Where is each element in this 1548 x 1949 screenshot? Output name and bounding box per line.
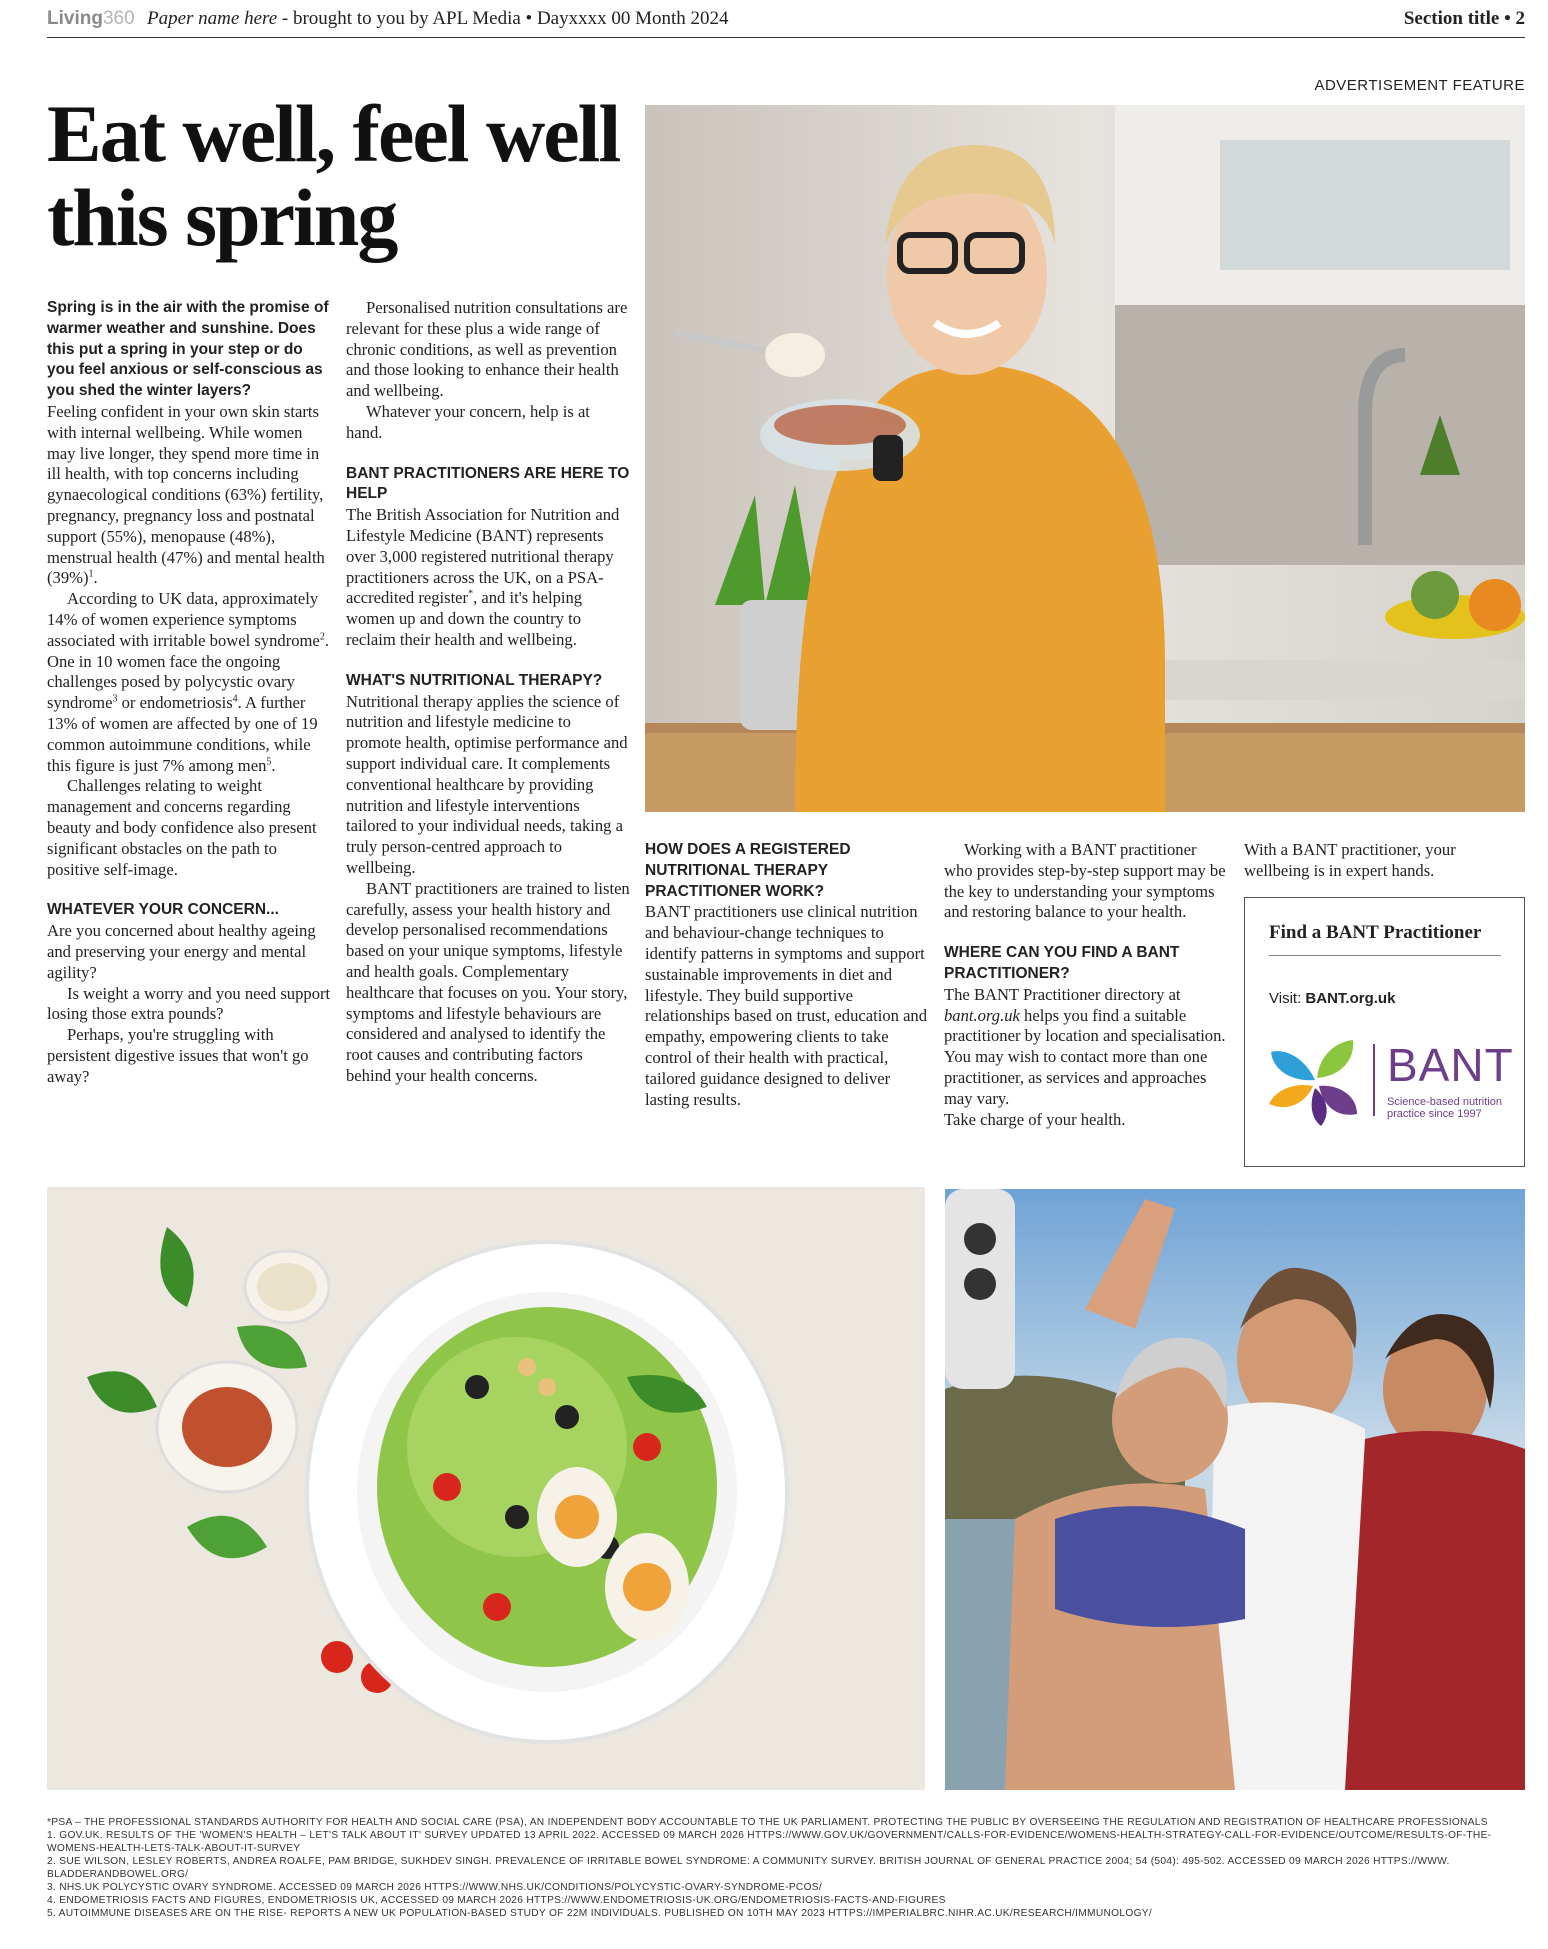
footnote-psa: *PSA – THE PROFESSIONAL STANDARDS AUTHORITY FOR HEALTH AND SOCIAL CARE (PSA), AN INDEPENDENT BODY ACCOUNTABLE TO THE UK PARLIAMENT. PROTECTING THE PUBLIC BY OVERSEEING THE REGULATION AND REGISTRATION OF HEALTHCARE PROFESSIONALS <box>47 1817 1488 1828</box>
logo-word: Living <box>47 8 103 29</box>
bant-logo <box>1265 1038 1514 1128</box>
bant-leaf-mark-icon <box>1265 1038 1365 1128</box>
logo-divider <box>1373 1044 1375 1116</box>
paragraph: Whatever your concern, help is at hand. <box>346 401 590 442</box>
page-header <box>47 6 1525 38</box>
subheading-where-find-practitioner: WHERE CAN YOU FIND A BANT PRACTITIONER? <box>944 944 1180 982</box>
logo-number: 360 <box>102 8 135 29</box>
paragraph: Is weight a worry and you need support losing those extra pounds? <box>47 983 331 1024</box>
standfirst: Spring is in the air with the promise of warmer weather and sunshine. Does this put a spring in your step or do you feel anxious or self-conscious as you shed the winter layers? <box>47 299 329 400</box>
paragraph: Feeling confident in your own skin starts with internal wellbeing. While women may live longer, they spend more time in ill health, with top concerns including gynaecological conditions (63%) fertility, pregnancy, pregnancy loss and postnatal support (55%), menopause (48%), menstrual health (47%) and mental health $(39\%)^1$. <box>47 401 325 588</box>
footnote-4: 4. ENDOMETRIOSIS FACTS AND FIGURES, ENDOMETRIOSIS UK, ACCESSED 09 MARCH 2026 HTTPS://WWW.ENDOMETRIOSIS-UK.ORG/ENDOMETRIOSIS-FACTS-AND-FIGURES <box>47 1895 946 1906</box>
section-title: Section title • 2 <box>1403 8 1525 29</box>
subheading-nutritional-therapy: WHAT'S NUTRITIONAL THERAPY? <box>346 671 603 689</box>
paragraph: Perhaps, you're struggling with persistent digestive issues that won't go away? <box>47 1025 309 1086</box>
box-title: Find a BANT Practitioner <box>1269 922 1501 956</box>
paragraph: Nutritional therapy applies the science of nutrition and lifestyle medicine to promote health, optimise performance and support individual care. It complements conventional healthcare by providing nutrition and lifestyle interventions tailored to your individual needs, taking a truly person-centred approach to wellbeing. <box>346 691 628 877</box>
paragraph: According to UK data, approximately 14% of women experience symptoms associated with irritable bowel syndrome$^2$. One in 10 women face the ongoing challenges posed by polycystic ovary syndrome$^3$ or endometriosis$^4$. A further 13% of women are affected by one of 19 common autoimmune conditions, while this figure is just 7% among men$^5$. <box>47 589 329 775</box>
paragraph: With a BANT practitioner, your wellbeing is in expert hands. <box>1244 840 1456 880</box>
bant-tagline: Science-based nutrition practice since 1997 <box>1387 1096 1502 1120</box>
paragraph: Take charge of your health. <box>944 1109 1126 1129</box>
paragraph: The British Association for Nutrition and Lifestyle Medicine (BANT) represents over 3,000 registered nutritional therapy practitioners across the UK, on a PSA-accredited register*, and it's helping women up and down the country to reclaim their health and wellbeing. <box>346 505 620 649</box>
headline: Eat well, feel well this spring <box>47 88 620 263</box>
paragraph: Are you concerned about healthy ageing and preserving your energy and mental agility? <box>47 921 316 982</box>
subheading-bant-here-to-help: BANT PRACTITIONERS ARE HERE TO HELP <box>346 464 630 503</box>
directory-link[interactable]: bant.org.uk <box>944 1005 1020 1025</box>
salad-illustration <box>47 1187 925 1790</box>
paragraph: The BANT Practitioner directory at bant.org.uk helps you find a suitable practitioner by location and specialisation. You may wish to contact more than one practitioner, as services and approaches may vary. <box>944 984 1226 1108</box>
footnote-5: 5. AUTOIMMUNE DISEASES ARE ON THE RISE- REPORTS A NEW UK POPULATION-BASED STUDY OF 22M INDIVIDUALS. PUBLISHED ON 10TH MAY 2023 HTTPS://IMPERIALBRC.NIHR.AC.UK/RESEARCH/IMMUNOLOGY/ <box>47 1908 1153 1919</box>
byline-text: - brought to you by APL Media • Dayxxxx 00 Month 2024 <box>277 8 729 29</box>
footnotes <box>47 1816 1525 1920</box>
article-column-1 <box>47 298 331 1087</box>
paper-name: Paper name here <box>147 8 278 29</box>
article-column-4 <box>944 840 1228 1130</box>
paragraph: Working with a BANT practitioner who provides step-by-step support may be the key to understanding your symptoms and restoring balance to your health. <box>944 840 1226 922</box>
subheading-whatever-concern: WHATEVER YOUR CONCERN... <box>47 901 279 919</box>
kitchen-scene-illustration <box>645 105 1525 812</box>
footnote-1: 1. GOV.UK. RESULTS OF THE 'WOMEN'S HEALTH – LET'S TALK ABOUT IT' SURVEY UPDATED 13 APRIL 2022. ACCESSED 09 MARCH 2026 HTTPS://WWW.GOV.UK/GOVERNMENT/CALLS-FOR-EVIDENCE/WOMENS-HEALTH-STRATEGY-CALL-FOR-EVIDENCE/OUTCOME/RESULTS-OF-THE-WOMENS-HEALTH-LETS-TALK-ABOUT-IT-SURVEY <box>47 1830 1492 1854</box>
living360-logo <box>47 8 135 30</box>
paragraph: Personalised nutrition consultations are relevant for these plus a wide range of chronic conditions, as well as prevention and those looking to enhance their health and wellbeing. <box>346 298 628 401</box>
footnote-3: 3. NHS.UK POLYCYSTIC OVARY SYNDROME. ACCESSED 09 MARCH 2026 HTTPS://WWW.NHS.UK/CONDITIONS/POLYCYSTIC-OVARY-SYNDROME-PCOS/ <box>47 1882 823 1893</box>
photo-women-beach-selfie <box>945 1189 1525 1790</box>
bant-url-link[interactable]: BANT.org.uk <box>1305 990 1396 1007</box>
beach-selfie-illustration <box>945 1189 1525 1790</box>
subheading-how-does-practitioner-work: HOW DOES A REGISTERED NUTRITIONAL THERAPY PRACTITIONER WORK? <box>645 841 851 900</box>
header-byline <box>147 8 729 30</box>
photo-woman-eating-salad <box>645 105 1525 812</box>
paragraph: BANT practitioners are trained to listen carefully, assess your health history and develop personalised recommendations based on your unique symptoms, lifestyle and health goals. Complementary healthcare that focuses on you. Your story, symptoms and lifestyle behaviours are considered and analysed to identify the root causes and contributing factors behind your health concerns. <box>346 878 630 1085</box>
article-column-2 <box>346 298 630 1087</box>
photo-salad-bowl <box>47 1187 925 1790</box>
find-practitioner-box <box>1244 897 1525 1167</box>
paragraph: BANT practitioners use clinical nutrition and behaviour-change techniques to identify patterns in symptoms and support sustainable improvements in diet and lifestyle. They build supportive relationships based on trust, education and empathy, empowering clients to take control of their health with practical, tailored guidance designed to deliver lasting results. <box>645 902 928 1109</box>
visit-line: Visit: BANT.org.uk <box>1269 990 1396 1007</box>
paragraph: Challenges relating to weight management and concerns regarding beauty and body confidence also present significant obstacles on the path to positive self-image. <box>47 776 317 879</box>
advertisement-label: ADVERTISEMENT FEATURE <box>1314 77 1525 94</box>
footnote-2: 2. SUE WILSON, LESLEY ROBERTS, ANDREA ROALFE, PAM BRIDGE, SUKHDEV SINGH. PREVALENCE OF IRRITABLE BOWEL SYNDROME: A COMMUNITY SURVEY. BRITISH JOURNAL OF GENERAL PRACTICE 2004; 54 (504): 495-502. ACCESSED 09 MARCH 2026 HTTPS://WWW. BLADDERANDBOWEL.ORG/ <box>47 1856 1450 1880</box>
article-column-3 <box>645 840 929 1110</box>
article-column-5 <box>1244 840 1525 882</box>
bant-wordmark: BANT <box>1387 1039 1514 1091</box>
